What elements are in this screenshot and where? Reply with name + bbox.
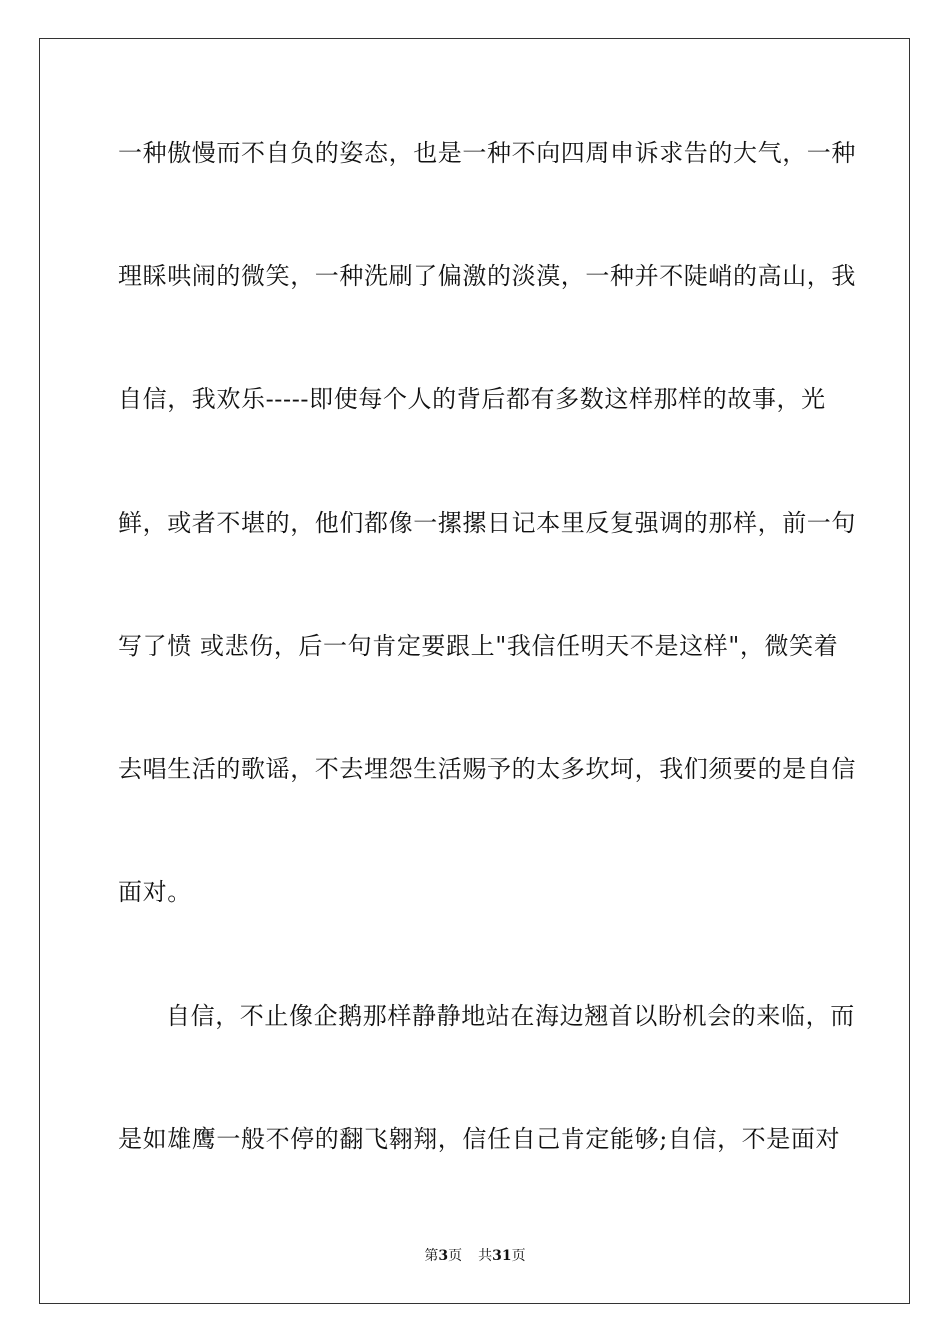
total-suffix: 页 <box>511 1248 526 1264</box>
text-line: 理睬哄闹的微笑，一种洗刷了偏激的淡漠，一种并不陡峭的高山，我 <box>118 262 856 290</box>
total-prefix: 共 <box>478 1248 493 1264</box>
page-border <box>39 38 910 1304</box>
text-line: 去唱生活的歌谣，不去埋怨生活赐予的太多坎坷，我们须要的是自信 <box>118 755 856 783</box>
text-line: 面对。 <box>118 878 192 906</box>
total-pages: 31 <box>492 1248 512 1264</box>
text-line: 自信，我欢乐-----即使每个人的背后都有多数这样那样的故事，光 <box>118 385 826 413</box>
text-line: 一种傲慢而不自负的姿态，也是一种不向四周申诉求告的大气，一种 <box>118 139 856 167</box>
text-line: 是如雄鹰一般不停的翻飞翱翔，信任自己肯定能够;自信，不是面对 <box>118 1125 841 1153</box>
page-number: 3 <box>438 1248 449 1264</box>
paragraph-first-line: 自信，不止像企鹅那样静静地站在海边翘首以盼机会的来临，而 <box>166 1002 855 1030</box>
text-line: 写了愤 或悲伤，后一句肯定要跟上"我信任明天不是这样"，微笑着 <box>118 632 839 660</box>
page-footer <box>0 1246 950 1266</box>
text-line: 鲜，或者不堪的，他们都像一摞摞日记本里反复强调的那样，前一句 <box>118 509 856 537</box>
page-suffix: 页 <box>448 1248 463 1264</box>
page-prefix: 第 <box>424 1248 439 1264</box>
